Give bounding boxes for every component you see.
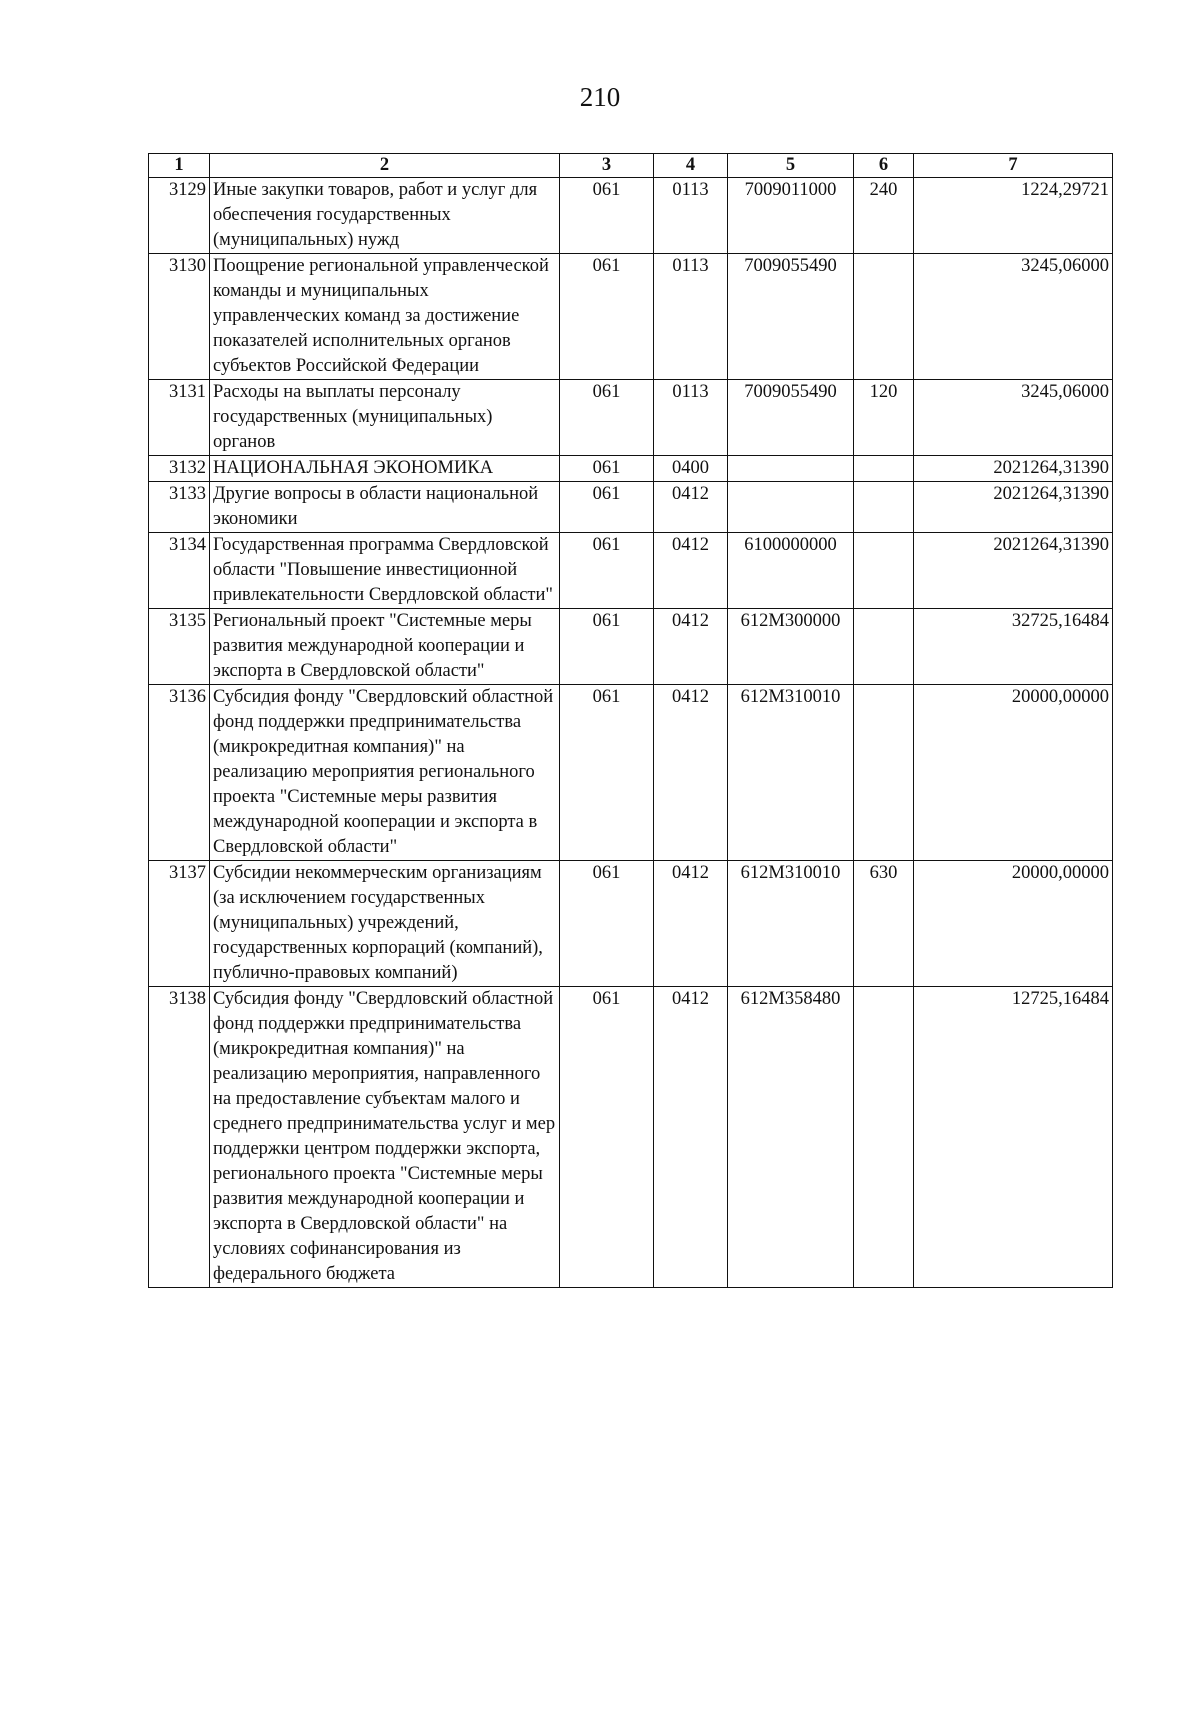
- row-number: 3132: [149, 456, 210, 482]
- table-row: [149, 380, 1113, 456]
- row-amount: 2021264,31390: [914, 533, 1113, 609]
- column-header-3: 3: [560, 154, 654, 178]
- row-ministry-code: 061: [560, 178, 654, 254]
- row-expense-type: [854, 254, 914, 380]
- table-row: [149, 987, 1113, 1288]
- row-name: Государственная программа Свердловской области "Повышение инвестиционной привлекательности Свердловской области": [210, 533, 560, 609]
- row-name: Иные закупки товаров, работ и услуг для обеспечения государственных (муниципальных) нужд: [210, 178, 560, 254]
- row-name: Другие вопросы в области национальной экономики: [210, 482, 560, 533]
- row-section-code: 0412: [654, 609, 728, 685]
- column-header-1: 1: [149, 154, 210, 178]
- header-row: [149, 154, 1113, 178]
- page-number: 210: [579, 82, 621, 112]
- row-target-code: 612M310010: [728, 861, 854, 987]
- table-row: [149, 254, 1113, 380]
- row-expense-type: [854, 533, 914, 609]
- row-target-code: 7009011000: [728, 178, 854, 254]
- row-name: Субсидии некоммерческим организациям (за исключением государственных (муниципальных) учреждений, государственных корпораций (компаний), публично-правовых компаний): [210, 861, 560, 987]
- row-expense-type: [854, 609, 914, 685]
- row-ministry-code: 061: [560, 533, 654, 609]
- row-expense-type: [854, 685, 914, 861]
- row-amount: 12725,16484: [914, 987, 1113, 1288]
- budget-table: [148, 153, 1113, 1288]
- row-target-code: 6100000000: [728, 533, 854, 609]
- row-number: 3137: [149, 861, 210, 987]
- row-number: 3130: [149, 254, 210, 380]
- row-ministry-code: 061: [560, 685, 654, 861]
- row-number: 3134: [149, 533, 210, 609]
- row-section-code: 0412: [654, 533, 728, 609]
- row-expense-type: 630: [854, 861, 914, 987]
- row-name: Субсидия фонду "Свердловский областной фонд поддержки предпринимательства (микрокредитная компания)" на реализацию мероприятия регионального проекта "Системные меры развития международной кооперации и экспорта в Свердловской области": [210, 685, 560, 861]
- row-target-code: 612M300000: [728, 609, 854, 685]
- row-target-code: 7009055490: [728, 254, 854, 380]
- table-row: [149, 533, 1113, 609]
- table-row: [149, 456, 1113, 482]
- row-target-code: 612M358480: [728, 987, 854, 1288]
- table-row: [149, 609, 1113, 685]
- column-header-2: 2: [210, 154, 560, 178]
- row-expense-type: [854, 482, 914, 533]
- row-amount: 1224,29721: [914, 178, 1113, 254]
- row-ministry-code: 061: [560, 254, 654, 380]
- row-target-code: [728, 456, 854, 482]
- row-section-code: 0412: [654, 482, 728, 533]
- row-amount: 3245,06000: [914, 380, 1113, 456]
- row-name: Расходы на выплаты персоналу государственных (муниципальных) органов: [210, 380, 560, 456]
- row-name: Региональный проект "Системные меры развития международной кооперации и экспорта в Свердловской области": [210, 609, 560, 685]
- row-amount: 2021264,31390: [914, 456, 1113, 482]
- row-section-code: 0412: [654, 861, 728, 987]
- row-section-code: 0113: [654, 254, 728, 380]
- row-target-code: [728, 482, 854, 533]
- row-amount: 3245,06000: [914, 254, 1113, 380]
- row-section-code: 0412: [654, 685, 728, 861]
- row-ministry-code: 061: [560, 482, 654, 533]
- row-name: Субсидия фонду "Свердловский областной фонд поддержки предпринимательства (микрокредитная компания)" на реализацию мероприятия, направленного на предоставление субъектам малого и среднего предпринимательства услуг и мер поддержки центром поддержки экспорта, регионального проекта "Системные меры развития международной кооперации и экспорта в Свердловской области" на условиях софинансирования из федерального бюджета: [210, 987, 560, 1288]
- row-target-code: 7009055490: [728, 380, 854, 456]
- column-header-5: 5: [728, 154, 854, 178]
- row-ministry-code: 061: [560, 456, 654, 482]
- row-number: 3129: [149, 178, 210, 254]
- table-row: [149, 685, 1113, 861]
- column-header-4: 4: [654, 154, 728, 178]
- row-target-code: 612M310010: [728, 685, 854, 861]
- row-ministry-code: 061: [560, 380, 654, 456]
- row-name: Поощрение региональной управленческой команды и муниципальных управленческих команд за достижение показателей исполнительных органов субъектов Российской Федерации: [210, 254, 560, 380]
- row-ministry-code: 061: [560, 987, 654, 1288]
- row-number: 3136: [149, 685, 210, 861]
- row-number: 3135: [149, 609, 210, 685]
- row-section-code: 0113: [654, 380, 728, 456]
- row-name: НАЦИОНАЛЬНАЯ ЭКОНОМИКА: [210, 456, 560, 482]
- row-number: 3131: [149, 380, 210, 456]
- row-expense-type: 240: [854, 178, 914, 254]
- row-number: 3138: [149, 987, 210, 1288]
- table-row: [149, 178, 1113, 254]
- row-ministry-code: 061: [560, 861, 654, 987]
- row-section-code: 0113: [654, 178, 728, 254]
- row-expense-type: 120: [854, 380, 914, 456]
- row-expense-type: [854, 987, 914, 1288]
- row-amount: 20000,00000: [914, 685, 1113, 861]
- table-row: [149, 482, 1113, 533]
- row-amount: 2021264,31390: [914, 482, 1113, 533]
- row-number: 3133: [149, 482, 210, 533]
- row-section-code: 0412: [654, 987, 728, 1288]
- column-header-7: 7: [914, 154, 1113, 178]
- row-ministry-code: 061: [560, 609, 654, 685]
- column-header-6: 6: [854, 154, 914, 178]
- row-section-code: 0400: [654, 456, 728, 482]
- row-amount: 32725,16484: [914, 609, 1113, 685]
- row-expense-type: [854, 456, 914, 482]
- row-amount: 20000,00000: [914, 861, 1113, 987]
- table-row: [149, 861, 1113, 987]
